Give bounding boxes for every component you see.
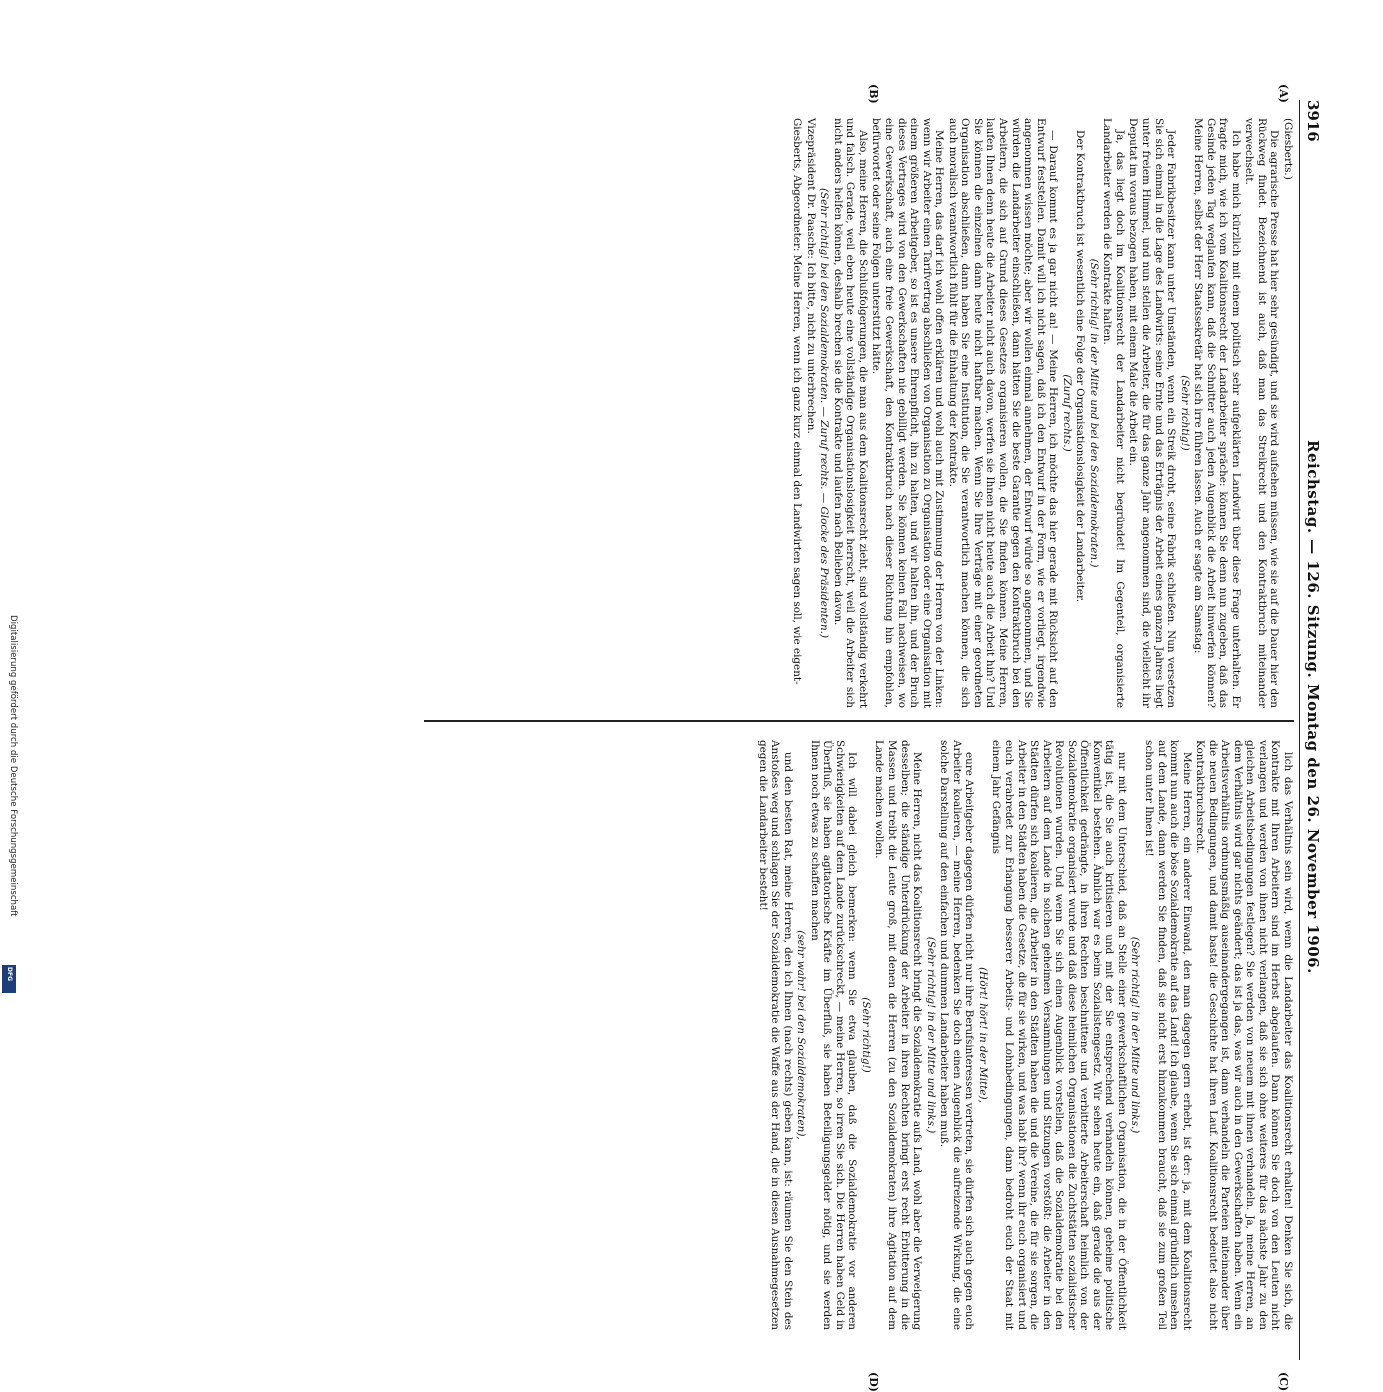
speaker-line: (Giesberts.) [1282,118,1294,180]
paragraph: Die agrarische Presse hat hier sehr gesündigt, und sie wird aufsehen müssen, wie sie auf die Dauer hier den Rückweg findet. Bezeichnend ist auch, daß man das Streikrecht und den Kontraktbruch miteinander verwechselt. [1243,118,1281,708]
interjection: (sehr wahr! bei den Sozialdemokraten), [795,930,808,1140]
page-number: 3916 [1304,100,1322,142]
margin-mark-d: (D) [867,1372,880,1392]
speaker-line: Giesberts, Abgeordneter: Meine Herren, wenn ich ganz kurz einmal den Landwirten sagen soll, wie eigent- [791,118,804,685]
paragraph: Also, meine Herren, die Schlußfolgerungen, die man aus dem Koalitionsrecht zieht, sind vollständig verkehrt und falsch. Gerade, weil eben heute eine vollständige Organisationslosigkeit herrscht, weil die Arbeiter sich nicht anders helfen können, deshalb brechen sie die Kontrakte und laufen nach Belieben davon. [831,118,869,708]
paragraph: und den besten Rat, meine Herren, den ich Ihnen (nach rechts) geben kann, ist: räumen Sie den Stein des Anstoßes weg und schlagen Sie der Sozialdemokratie die Waffe aus der Hand, die in diesen Ausnahmegesetzen gegen die Landarbeiter besteht! [756,740,794,1330]
interjection: (Sehr richtig! in der Mitte und bei den Sozialdemokraten.) [1087,258,1100,568]
dfg-logo [2,965,16,993]
page-header [1299,100,1324,1360]
margin-mark-c: (C) [1277,1372,1290,1392]
paragraph: Der Kontraktbruch ist wesentlich eine Folge der Organisationslosigkeit der Landarbeiter. [1074,130,1087,603]
digitization-credit [4,615,20,995]
paragraph: Ich habe mich kürzlich mit einem politisch sehr aufgeklärten Landwirt über diese Frage unterhalten. Er fragte mich, wie ich vom Koalitionsrecht der Landarbeiter spräche: können Sie denn nun zugeben, daß das Gesinde jeden Tag weglaufen kann, daß die Schnitter auch jeden Augenblick die Arbeit hinwerfen können? Meine Herren, selbst der Herr Staatssekretär hat sich irre führen lassen. Auch er sagte am Samstag: [1192,118,1242,708]
paragraph: Ja, das liegt doch im Koalitionsrecht der Landarbeiter nicht begründet! Im Gegenteil, organisierte Landarbeiter werden die Kontrakte halten. [1101,118,1126,708]
speaker-line: Vizepräsident Dr. Paasche: Ich bitte, nicht zu unterbrechen. [804,118,817,434]
paragraph: Meine Herren, das darf ich wohl offen erklären und wohl auch mit Zustimmung der Herren von der Linken: wenn wir Arbeiter einen Tarifvertrag abschließen von Organisation zu Organisation oder eine Organisation mit einem größeren Arbeitgeber, so ist es unsere Ehrenpflicht, ihn zu halten, und wir halten ihn, und der Bruch dieses Vertrages wird von den Gewerkschaften nie gebilligt werden. Sie können keinen Fall nachweisen, wo eine Gewerkschaft, auch eine freie Gewerkschaft, den Kontraktbruch nach dieser Richtung hin empfohlen, befürwortet oder seine Folgen unterstützt hätte. [870,118,946,708]
paragraph: Meine Herren, ein anderer Einwand, den man dagegen gern erhebt, ist der: ja, mit dem Koalitionsrecht kommt nun auch die böse Sozialdemokratie auf das Land! Ich glaube, wenn Sie sich einmal gründlich umsehen auf dem Lande, dann werden Sie finden, daß sie nicht erst hinzukommen braucht, daß sie zum großen Teil schon unter Ihnen ist! [1142,740,1193,1330]
paragraph: Jeder Fabrikbesitzer kann unter Umständen, wenn ein Streik droht, seine Fabrik schließen. Nun versetzen Sie sich einmal in die Lage des Landwirts: seine Ernte und das Erträgnis der Arbeit eines ganzen Jahres liegt unter freiem Himmel, und nun stellen die Arbeiter, die für das ganze Jahr angenommen sind, die vielleicht ihr Deputat im voraus bezogen haben, mit einem Male die Arbeit ein. [1127,118,1178,708]
paragraph: lich das Verhältnis sein wird, wenn die Landarbeiter das Koalitionsrecht erhalten! Denken Sie sich, die Kontrakte mit Ihren Arbeitern sind im Herbst abgelaufen. Dann können Sie doch von den Leuten nicht verlangen und werden von ihnen nicht verlangen, daß sie sich ohne weiteres für das nächste Jahr zu den gleichen Arbeitsbedingungen festlegen? Sie werden von neuem mit ihnen verhandeln. Ja, meine Herren, an dem Verhältnis wird gar nichts geändert; das ist ja das, was wir auch in den Gewerkschaften haben. Wenn ein Arbeitsverhältnis ordnungsmäßig auseinandergegangen ist, dann verhandeln die Parteien miteinander über die neuen Bedingungen, und damit basta! die Geschichte hat ihren Lauf. Koalitionsrecht bedeutet also nicht Kontraktbruchsrecht. [1194,740,1294,1330]
right-text-column [755,740,1294,1330]
paragraph: Ich will dabei gleich bemerken: wenn Sie etwa glauben, daß die Sozialdemokratie vor anderen Schwierigkeiten auf dem Lande zurückschreckt, — meine Herren, so irren Sie sich. Die Herren haben Geld in Überfluß, sie haben agitatorische Kräfte im Überfluß, sie haben Beteiligungsgelder nötig, und sie werden Ihnen noch etwas zu schaffen machen [808,740,859,1330]
margin-mark-b: (B) [867,84,880,104]
interjection: (Zuruf rechts.) [1060,374,1073,452]
credit-text: Digitalisierung gefördert durch die Deutsche Forschungsgemeinschaft [8,615,18,917]
margin-mark-a: (A) [1277,84,1290,103]
paragraph: — Darauf kommt es ja gar nicht an! — Meine Herren, ich möchte das hier gerade mit Rücksicht auf den Entwurf feststellen. Damit will ich nicht sagen, daß ich den Entwurf in der Form, wie er vorliegt, irgendwie angenommen wissen möchte; aber wir wollen einmal annehmen, der Entwurf würde so angenommen, und Sie würden die Landarbeiter einschließen, dann hätten Sie die beste Garantie gegen den Kontraktbruch bei den Arbeitern, die sich auf Grund dieses Gesetzes organisieren wollen, die Sie finden können. Meine Herren, laufen Ihnen denn heute die Arbeiter nicht auch davon, werfen sie Ihnen nicht heute auch die Arbeit hin? Und Sie können die einzelnen dann heute nicht haftbar machen. Wenn Sie Ihre Verträge mit einer geordneten Organisation abschließen, dann haben Sie eine Institution, die Sie verantwortlich machen können, die sich auch moralisch verantwortlich fühlt für die Einhaltung der Kontrakte. [946,118,1060,708]
interjection: (Hört! hört! in der Mitte), [976,967,989,1103]
interjection: (Sehr richtig! in der Mitte und links.) [924,936,937,1134]
left-text-column [790,118,1294,708]
running-head: Reichstag. — 126. Sitzung. Montag den 26. November 1906. [1304,440,1322,974]
column-divider [424,720,1294,722]
interjection: (Sehr richtig! in der Mitte und links.) [1129,936,1142,1134]
rotated-page [0,80,1330,1392]
dfg-logo-text: DFG [6,967,13,982]
paragraph: Meine Herren, nicht das Koalitionsrecht bringt die Sozialdemokratie aufs Land, wohl aber die Verweigerung desselben; die ständige Unterdrückung der Arbeiter in ihren Rechten bringt erst recht Erbitterung in die Massen und treibt die Leute groß, mit denen die Herren (zu den Sozialdemokraten) ihre Agitation auf dem Lande machen wollen. [873,740,924,1330]
interjection: (Sehr richtig!) [859,997,872,1073]
interjection: (Sehr richtig!) [1178,375,1191,451]
interjection: (Sehr richtig! bei den Sozialdemokraten. — Zuruf rechts. — Glocke des Präsidenten.) [818,187,831,639]
paragraph: eure Arbeitgeber dagegen dürfen nicht nur ihre Berufsinteressen vertreten, sie dürfen sich auch gegen euch Arbeiter koalieren, — meine Herren, bedenken Sie doch einen Augenblick die aufreizende Wirkung, die eine solche Darstellung auf den einfachen und dummen Landarbeiter haben muß. [938,740,976,1330]
paragraph: nur mit dem Unterschied, daß an Stelle einer gewerkschaftlichen Organisation, die in der Öffentlichkeit tätig ist, die Sie auch kritisieren und mit der Sie entsprechend verhandeln können, geheime politische Konventikel bestehen. Ähnlich war es beim Sozialistengesetz. Wir sehen heute ein, daß gerade die aus der Öffentlichkeit gedrängte, in ihren Rechten beschnittene und verbitterte Arbeiterschaft heimlich von der Sozialdemokratie organisiert wurde und daß diese heimlichen Organisationen die Zuchtstätten sozialistischer Revolutionen wurden. Und wenn Sie sich einen Augenblick vorstellen, daß die Sozialdemokratie bei den Arbeitern auf dem Lande in solchen geheimen Versammlungen und Sitzungen vorstößt: die Arbeiter in den Städten dürfen sich koalieren, die Arbeiter in den Städten haben die und die Vereine, die für sie sorgen, die Arbeiter in den Städten haben die Gesetze, die für sie wirken, und was habt ihr? wenn ihr euch organisiert und euch verabredet zur Erlangung besserer Arbeits- und Lohnbedingungen, dann bedroht euch der Staat mit einem Jahr Gefängnis [990,740,1128,1330]
